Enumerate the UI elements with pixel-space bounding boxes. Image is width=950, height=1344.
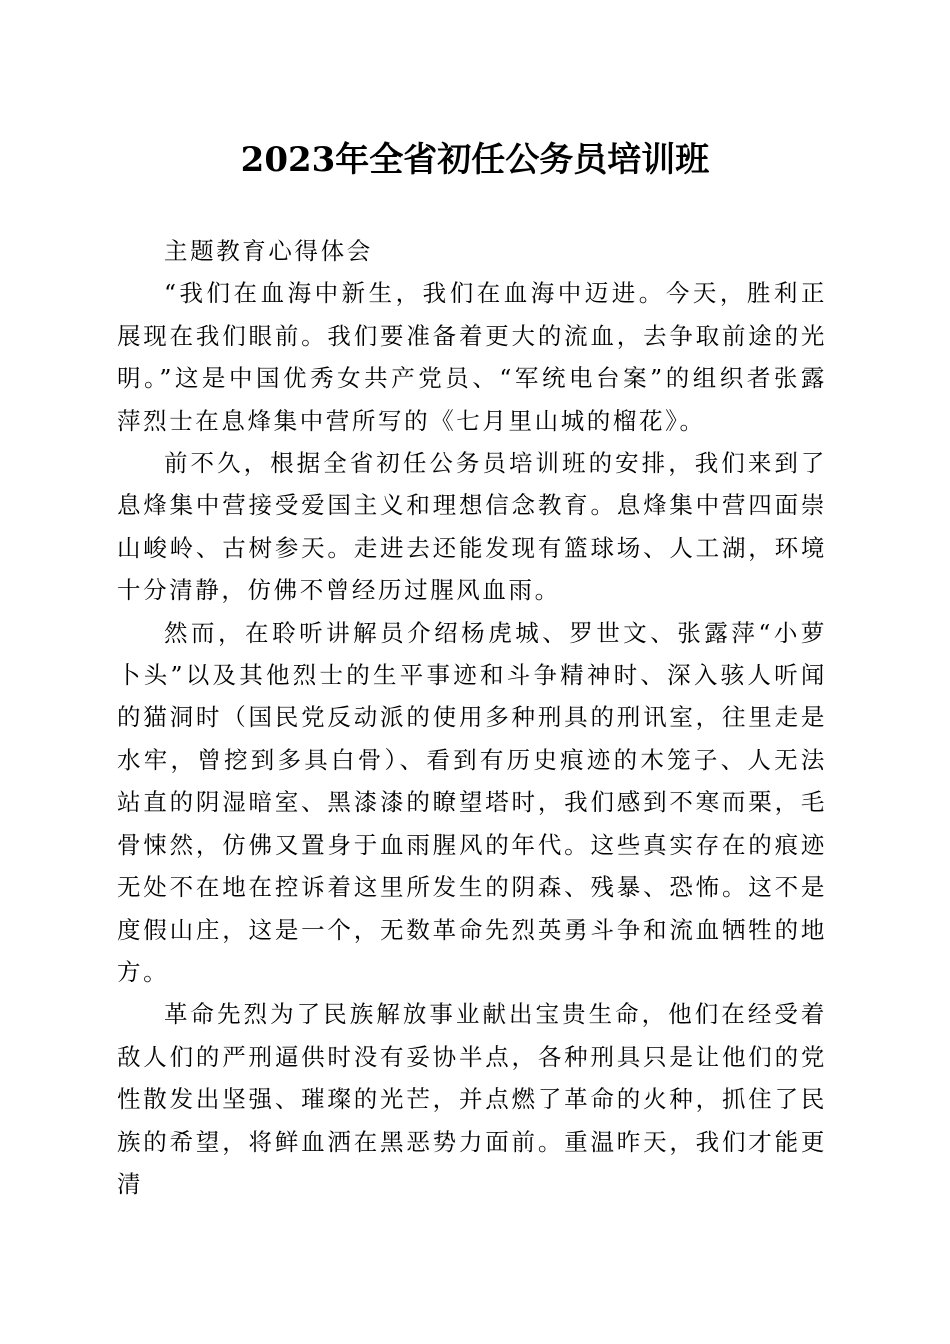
- paragraph-3: 然而，在聆听讲解员介绍杨虎城、罗世文、张露萍“小萝卜头”以及其他烈士的生平事迹和斗争精神时、深入骇人听闻的猫洞时（国民党反动派的使用多种刑具的刑讯室，往里走是水牢，曾挖到多具白骨）、看到有历史痕迹的木笼子、人无法站直的阴湿暗室、黑漆漆的瞭望塔时，我们感到不寒而栗，毛骨悚然，仿佛又置身于血雨腥风的年代。这些真实存在的痕迹无处不在地在控诉着这里所发生的阴森、残暴、恐怖。这不是度假山庄，这是一个，无数革命先烈英勇斗争和流血牺牲的地方。: [117, 618, 827, 986]
- paragraph-4: 革命先烈为了民族解放事业献出宝贵生命，他们在经受着敌人们的严刑逼供时没有妥协半点，各种刑具只是让他们的党性散发出坚强、璀璨的光芒，并点燃了革命的火种，抓住了民族的希望，将鲜血洒在黑恶势力面前。重温昨天，我们才能更清: [117, 1000, 827, 1198]
- document-title: 2023年全省初任公务员培训班: [240, 140, 710, 180]
- paragraph-2: 前不久，根据全省初任公务员培训班的安排，我们来到了息烽集中营接受爱国主义和理想信念教育。息烽集中营四面崇山峻岭、古树参天。走进去还能发现有篮球场、人工湖，环境十分清静，仿佛不曾经历过腥风血雨。: [117, 449, 827, 605]
- document-subtitle: 主题教育心得体会: [164, 237, 373, 265]
- document-body: [117, 230, 827, 1205]
- paragraph-1: “我们在血海中新生，我们在血海中迈进。今天，胜利正展现在我们眼前。我们要准备着更大的流血，去争取前途的光明。”这是中国优秀女共产党员、“军统电台案”的组织者张露萍烈士在息烽集中营所写的《七月里山城的榴花》。: [117, 279, 827, 435]
